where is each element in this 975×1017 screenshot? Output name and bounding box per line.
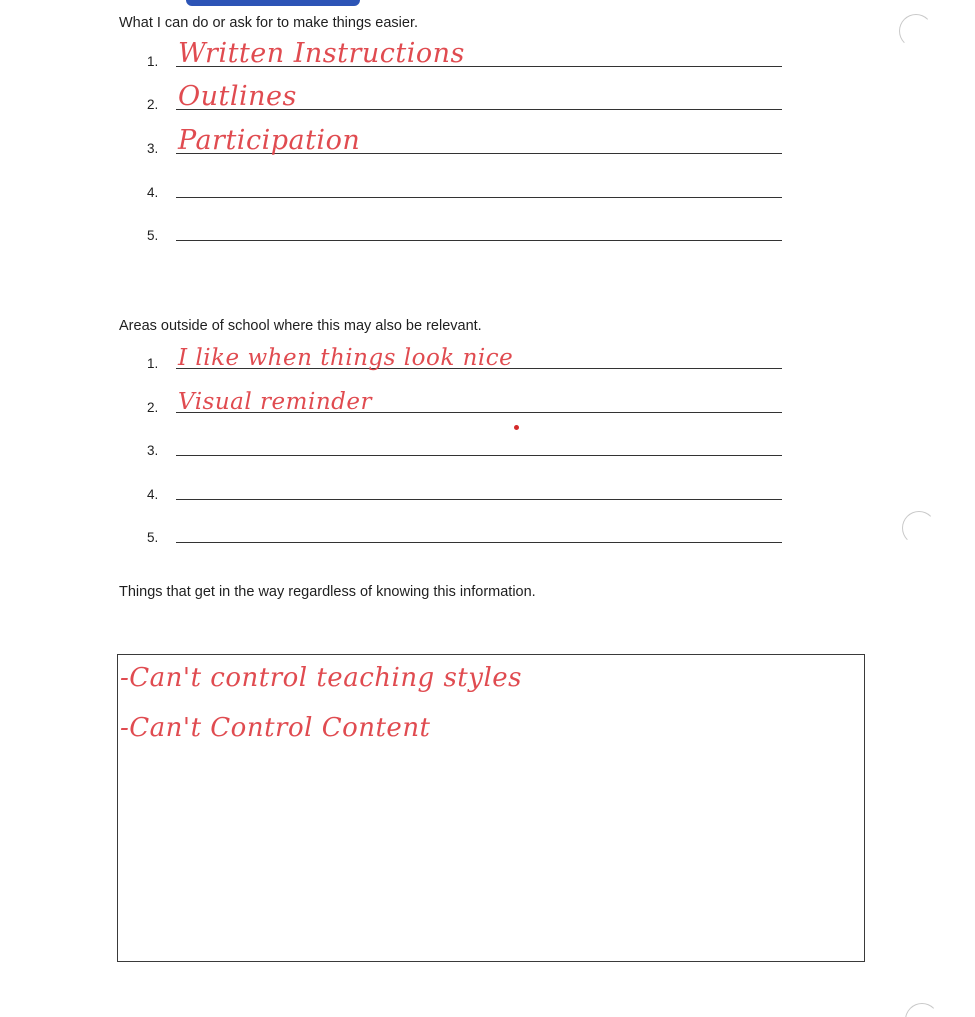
answer-line [176, 455, 782, 456]
row-number: 4. [147, 487, 159, 502]
answer-line [176, 499, 782, 500]
section-1-row-5 [0, 210, 975, 246]
red-ink-dot [514, 425, 519, 430]
handwritten-answer: Visual reminder [178, 389, 372, 415]
answer-line [176, 240, 782, 241]
obstacle-entry: -Can't Control Content [120, 713, 431, 743]
row-number: 1. [147, 356, 159, 371]
section-2-prompt: Areas outside of school where this may also be relevant. [119, 318, 482, 334]
section-2-row-3 [0, 425, 975, 461]
binder-hole-icon [899, 14, 933, 48]
row-number: 2. [147, 400, 159, 415]
section-1-row-2 [0, 79, 975, 115]
section-2-row-4 [0, 469, 975, 505]
section-1-prompt: What I can do or ask for to make things easier. [119, 15, 419, 31]
section-1-row-1 [0, 36, 975, 72]
row-number: 1. [147, 54, 159, 69]
row-number: 5. [147, 228, 159, 243]
row-number: 3. [147, 443, 159, 458]
row-number: 4. [147, 185, 159, 200]
handwritten-answer: Written Instructions [178, 38, 465, 69]
section-2-row-5 [0, 512, 975, 548]
handwritten-answer: I like when things look nice [178, 345, 514, 371]
section-2-row-2 [0, 382, 975, 418]
row-number: 2. [147, 97, 159, 112]
answer-line [176, 197, 782, 198]
obstacles-box [117, 654, 865, 962]
obstacles-prompt: Things that get in the way regardless of knowing this information. [119, 584, 536, 600]
section-2-row-1 [0, 338, 975, 374]
binder-hole-icon [902, 511, 936, 545]
row-number: 5. [147, 530, 159, 545]
obstacle-entry: -Can't control teaching styles [120, 663, 522, 693]
blue-highlight-mark [186, 0, 360, 6]
row-number: 3. [147, 141, 159, 156]
section-1-row-3 [0, 123, 975, 159]
handwritten-answer: Participation [178, 125, 361, 156]
section-1-row-4 [0, 167, 975, 203]
binder-hole-icon [905, 1003, 939, 1017]
answer-line [176, 542, 782, 543]
handwritten-answer: Outlines [178, 81, 297, 112]
